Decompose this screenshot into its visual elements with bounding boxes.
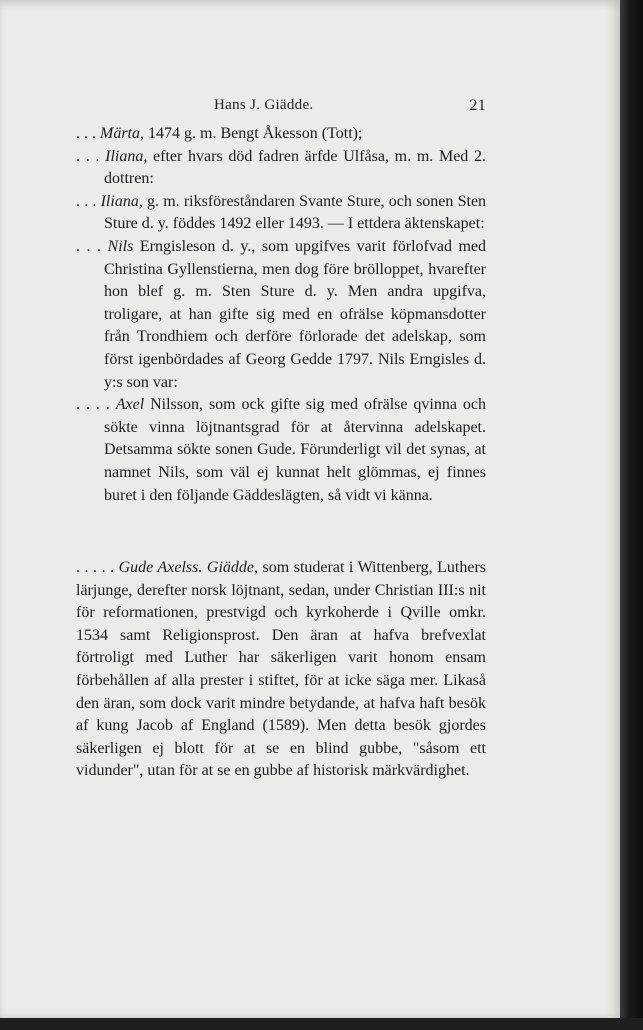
entry-lead: . . . (76, 192, 97, 210)
entry-text: 1474 g. m. Bengt Åkesson (Tott); (148, 125, 363, 142)
entry-marta (76, 123, 486, 146)
page-title: Hans J. Giädde. (214, 97, 314, 113)
entry-lead: . . . (76, 125, 96, 142)
page-edge-shadow (620, 0, 643, 1030)
page-number: 21 (469, 97, 486, 114)
entry-axel (76, 394, 486, 507)
entry-nils (76, 236, 486, 394)
entry-name: Gude Axelss. Giädde, (118, 559, 259, 577)
body-text (76, 123, 486, 783)
entry-name: Iliana, (105, 147, 148, 165)
page-edge-bottom (0, 1018, 643, 1030)
entry-lead: . . . . . (76, 559, 115, 577)
entry-name: Märta, (100, 125, 144, 142)
entry-lead: . . . . (76, 396, 110, 414)
entry-gude (76, 557, 486, 783)
entry-text: efter hvars död fadren ärfde Ulfåsa, m. m. Med 2. dottren: (104, 147, 487, 188)
entry-text: Erngisleson d. y., som upgifves varit förlofvad med Christina Gyllenstierna, men dog före bröllоppet, hvarefter hon blef g. m. Sten Sture d. y. Men andra upgifva, troligare, at han gifte sig med en ofrälse köpmansdotter från Trondhiem och derföre förlorade det adelskap, som först igenbördades af Georg Gedde 1797. Nils Erngisles d. y:s son var: (104, 237, 487, 391)
entry-iliana-1 (76, 146, 486, 191)
entry-name: Axel (115, 396, 145, 414)
entry-iliana-2 (76, 191, 486, 236)
entry-name: Nils (107, 237, 134, 255)
entry-lead: . . . (76, 147, 100, 165)
entry-text: som studerat i Wittenberg, Luthers lärjunge, derefter norsk löjtnant, sedan, under Christian III:s nit för reformationen, prestvigd och kyrkoherde i Qville omkr. 1534 samt Religionsprost. Den äran at hafva brefvexlat förtroligt med Luther har säkerligen varit honom ensam förbehållen af alla prester i stiftet, för at icke säga mer. Likaså den äran, som dock varit mindre betydande, at hafva haft besök af kung Jacob af England (1589). Men detta besök gjordes säkerligen ej blott för at se en blind gubbe, "såsom ett vidunder", utan för at se en gubbe af historisk märkvärdighet. (76, 559, 487, 780)
entry-name: Iliana, (100, 192, 143, 210)
running-head (76, 97, 486, 119)
entry-text: g. m. riksföreståndaren Svante Sture, och sonen Sten Sture d. y. föddes 1492 eller 1493. — I ettdera äktenskapet: (104, 192, 487, 233)
entry-lead: . . . (76, 237, 102, 255)
section-gap (76, 507, 486, 557)
entry-text: Nilsson, som ock gifte sig med ofrälse qvinna och sökte vinna löjtnantsgrad för at återvinna adelskapet. Detsamma sökte sonen Gude. Förunderligt vil det synas, at namnet Nils, som väl ej kunnat helt glömmas, ej finnes buret i den följande Gäddeslägten, så vidt vi känna. (104, 396, 486, 504)
